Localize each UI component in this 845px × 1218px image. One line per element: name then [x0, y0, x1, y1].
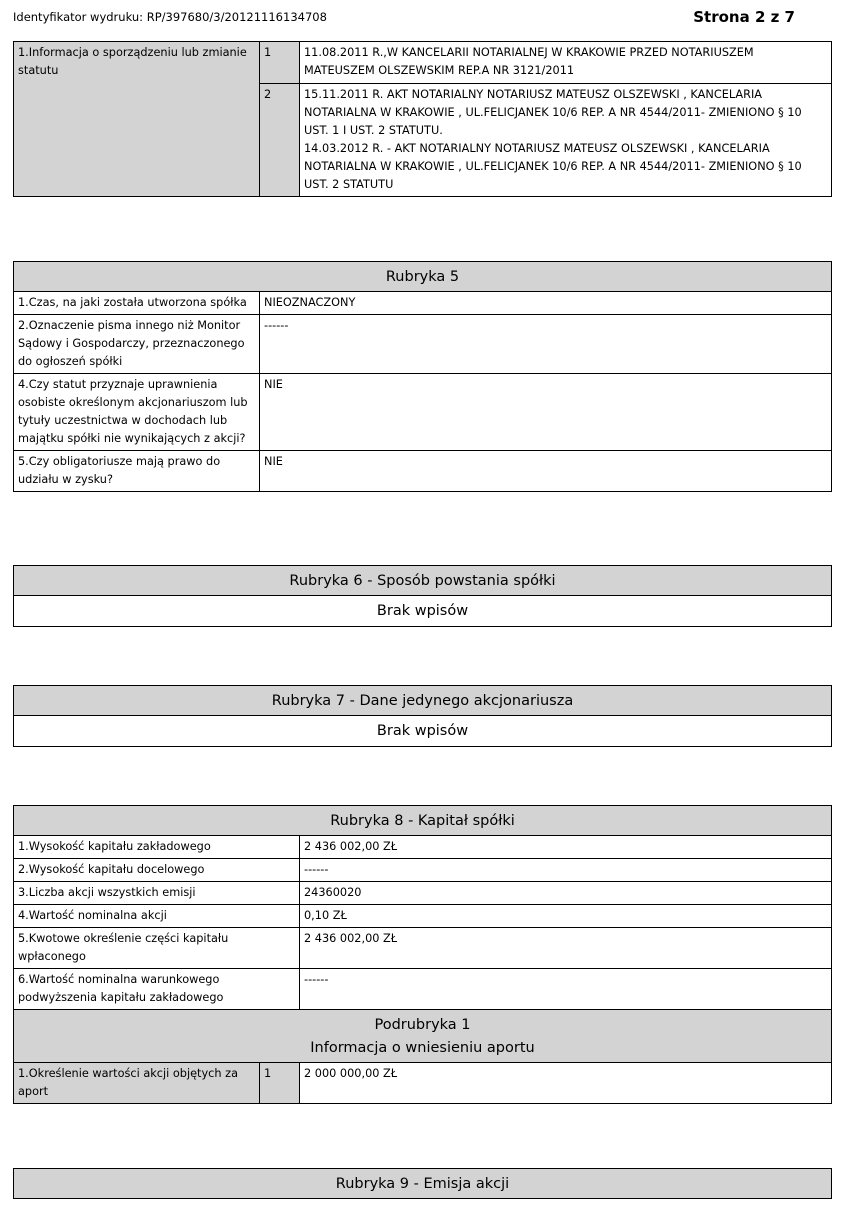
statute-row-text: 11.08.2011 R.,W KANCELARII NOTARIALNEJ W KRAKOWIE PRZED NOTARIUSZEM MATEUSZEM OLSZEWSKIM REP.A NR 3121/2011 — [300, 42, 832, 84]
row-label: 2.Oznaczenie pisma innego niż Monitor Sądowy i Gospodarczy, przeznaczonego do ogłoszeń spółki — [14, 315, 260, 374]
rubryka-9-title: Rubryka 9 - Emisja akcji — [14, 1169, 832, 1199]
statute-table — [13, 41, 832, 197]
table-row — [14, 374, 832, 451]
statute-row-number: 1 — [260, 42, 300, 84]
rubryka-7-title: Rubryka 7 - Dane jedynego akcjonariusza — [14, 686, 832, 716]
row-value: NIE — [260, 374, 832, 451]
row-value: 24360020 — [300, 882, 832, 905]
statute-row-number: 2 — [260, 84, 300, 197]
row-label: 4.Czy statut przyznaje uprawnienia osobiste określonym akcjonariuszom lub tytuły uczestnictwa w dochodach lub majątku spółki nie wynikających z akcji? — [14, 374, 260, 451]
table-row — [14, 928, 832, 969]
row-label: 4.Wartość nominalna akcji — [14, 905, 300, 928]
no-entries-label: Brak wpisów — [14, 716, 832, 747]
rubryka-7-table — [13, 685, 832, 747]
row-value: 2 436 002,00 ZŁ — [300, 836, 832, 859]
rubryka-9-table — [13, 1168, 832, 1199]
row-label: 5.Kwotowe określenie części kapitału wpłaconego — [14, 928, 300, 969]
table-row — [14, 292, 832, 315]
row-value: NIEOZNACZONY — [260, 292, 832, 315]
table-row — [14, 969, 832, 1010]
rubryka-8-table — [13, 805, 832, 1104]
table-row — [14, 882, 832, 905]
row-value: 2 000 000,00 ZŁ — [300, 1063, 832, 1104]
row-label: 5.Czy obligatoriusze mają prawo do udziału w zysku? — [14, 451, 260, 492]
table-row — [14, 836, 832, 859]
row-value: 0,10 ZŁ — [300, 905, 832, 928]
row-label: 1.Określenie wartości akcji objętych za aport — [14, 1063, 260, 1104]
statute-row-text: 15.11.2011 R. AKT NOTARIALNY NOTARIUSZ MATEUSZ OLSZEWSKI , KANCELARIA NOTARIALNA W KRAKOWIE , UL.FELICJANEK 10/6 REP. A NR 4544/2011- ZMIENIONO § 10 UST. 1 I UST. 2 STATUTU. 14.03.2012 R. - AKT NOTARIALNY NOTARIUSZ MATEUSZ OLSZEWSKI , KANCELARIA NOTARIALNA W KRAKOWIE , UL.FELICJANEK 10/6 REP. A NR 4544/2011- ZMIENIONO § 10 UST. 2 STATUTU — [300, 84, 832, 197]
table-row — [14, 451, 832, 492]
row-label: 3.Liczba akcji wszystkich emisji — [14, 882, 300, 905]
row-label: 1.Wysokość kapitału zakładowego — [14, 836, 300, 859]
rubryka-6-table — [13, 565, 832, 627]
rubryka-8-title: Rubryka 8 - Kapitał spółki — [14, 806, 832, 836]
table-row — [14, 859, 832, 882]
no-entries-label: Brak wpisów — [14, 596, 832, 627]
subsection-title: Podrubryka 1 — [374, 1017, 471, 1033]
rubryka-5-title: Rubryka 5 — [14, 262, 832, 292]
row-label: 2.Wysokość kapitału docelowego — [14, 859, 300, 882]
page-number: Strona 2 z 7 — [693, 8, 795, 26]
statute-label: 1.Informacja o sporządzeniu lub zmianie statutu — [14, 42, 260, 197]
subsection-subtitle: Informacja o wniesieniu aportu — [310, 1040, 535, 1056]
table-row — [14, 1063, 832, 1104]
table-row — [14, 905, 832, 928]
table-row — [14, 315, 832, 374]
row-label: 1.Czas, na jaki została utworzona spółka — [14, 292, 260, 315]
subsection-header — [14, 1010, 832, 1063]
row-value: NIE — [260, 451, 832, 492]
row-value: ------ — [260, 315, 832, 374]
row-value: ------ — [300, 859, 832, 882]
row-number: 1 — [260, 1063, 300, 1104]
rubryka-6-title: Rubryka 6 - Sposób powstania spółki — [14, 566, 832, 596]
rubryka-5-table — [13, 261, 832, 492]
print-identifier: Identyfikator wydruku: RP/397680/3/20121116134708 — [13, 10, 327, 24]
row-label: 6.Wartość nominalna warunkowego podwyższenia kapitału zakładowego — [14, 969, 300, 1010]
statute-row — [14, 42, 832, 84]
row-value: 2 436 002,00 ZŁ — [300, 928, 832, 969]
row-value: ------ — [300, 969, 832, 1010]
